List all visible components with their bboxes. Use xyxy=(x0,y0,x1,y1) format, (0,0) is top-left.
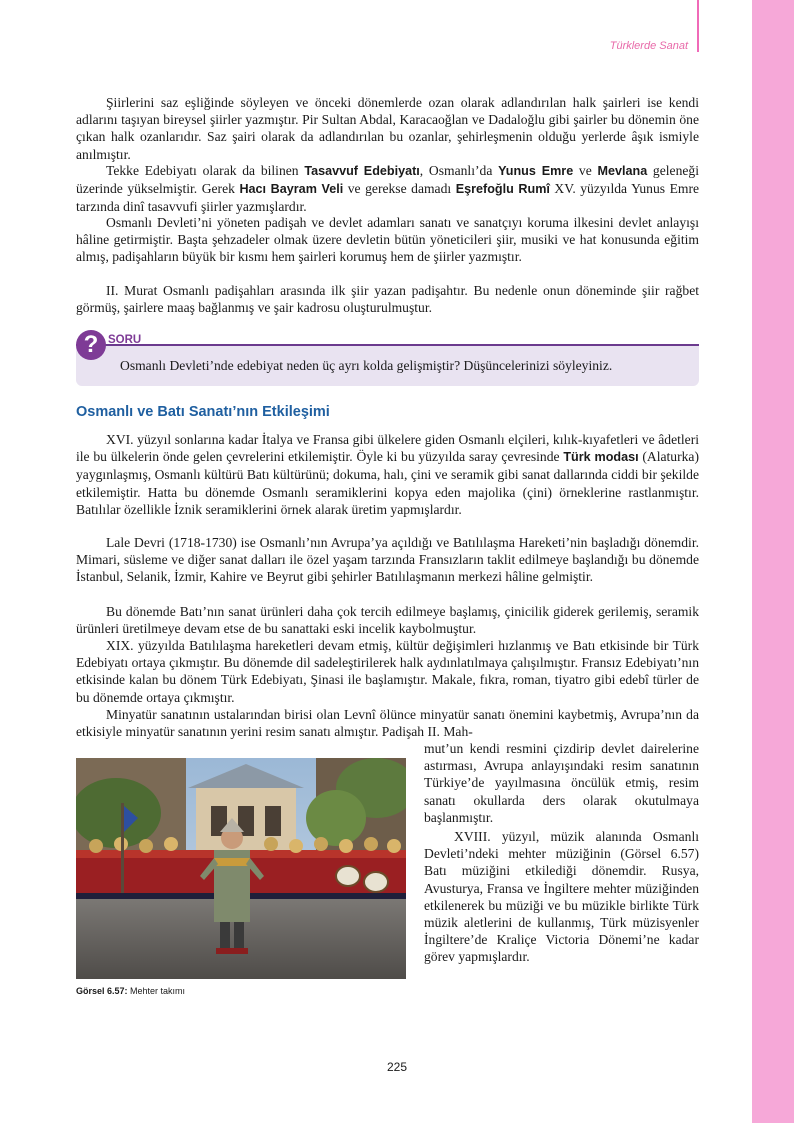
paragraph-tulip-era: Lale Devri (1718-1730) ise Osmanlı’nın Avrupa’ya açıldığı ve Batılılaşma Hareketi’nin başladığı dönemdir. Mimari, süsleme ve diğer sanat dalları ile özel yaşam tarzında Fransızların taklit edilmeye başlandığı bu dönemde İstanbul, Selanik, İzmir, Kahire ve Beyrut gibi şehirler Batılılaşmanın merkezi hâline gelmiştir. xyxy=(76,535,699,585)
paragraph-folk-poets: Şiirlerini saz eşliğinde söyleyen ve önceki dönemlerde ozan olarak adlandırılan halk şairleri ise kendi adlarını taşıyan bireysel şiirler yazmıştır. Pir Sultan Abdal, Karacaoğlan ve Dadaloğlu gibi şairler bu dönemin öne çıkan halk ozanlarıdır. Saz şairi olarak da adlandırılan bu ozanlar, şehirleşmenin olduğu yerlerde âşık ismiyle anılmıştır. xyxy=(76,95,699,162)
page-number: 225 xyxy=(386,1060,408,1074)
question-label: SORU xyxy=(108,334,142,346)
mehter-band-photo xyxy=(76,758,406,979)
paragraph-mahmut-painting: mut’un kendi resmini çizdirip devlet dairelerine astırması, Avrupa anlayışındaki resim sanatının Türkiye’de yayılmasına öncülük etmiş, resim sanatı okullarda ders olarak okutulmaya başlanmıştır. xyxy=(424,741,699,825)
paragraph-ottoman-patronage: Osmanlı Devleti’ni yöneten padişah ve devlet adamları sanatı ve sanatçıyı koruma ilkesini devlet anlayışı hâline getirmiştir. Başta şehzadeler olmak üzere devletin bütün yöneticileri şiir, musiki ve hat konusunda eğitim almış, padişahların büyük bir kısmı hem şairleri korumuş hem de şiirler yazmıştır. xyxy=(76,215,699,265)
paragraph-ceramics-decline: Bu dönemde Batı’nın sanat ürünleri daha çok tercih edilmeye başlamış, çinicilik giderek gerilemiş, seramik ürünleri üretilmeye devam etse de bu sanattaki eski incelik kaybolmuştur. xyxy=(76,604,699,637)
figure-caption: Görsel 6.57: Mehter takımı xyxy=(76,986,186,996)
header-divider xyxy=(697,0,699,52)
question-mark-icon: ? xyxy=(76,330,106,360)
paragraph-murat-ii: II. Murat Osmanlı padişahları arasında ilk şiir yazan padişahtır. Bu nedenle onun döneminde şiir rağbet görmüş, şairlere maaş bağlanmış ve şair kadrosu oluşturulmuştur. xyxy=(76,283,699,316)
question-text: Osmanlı Devleti’nde edebiyat neden üç ayrı kolda gelişmiştir? Düşüncelerinizi söyleyiniz. xyxy=(120,358,613,373)
paragraph-miniature-art: Minyatür sanatının ustalarından birisi olan Levnî ölünce minyatür sanatı önemini kaybetmiş, Avrupa’nın da etkisiyle minyatür sanatının yerini resim sanatı almıştır. Padişah II. Mah- xyxy=(76,707,699,740)
section-heading: Osmanlı ve Batı Sanatı’nın Etkileşimi xyxy=(76,404,330,420)
paragraph-tekke-literature: Tekke Edebiyatı olarak da bilinen Tasavvuf Edebiyatı, Osmanlı’da Yunus Emre ve Mevlana geleneği üzerinde yükselmiştir. Gerek Hacı Bayram Veli ve gerekse damadı Eşrefoğlu Rumî XV. yüzyılda Yunus Emre tarzında dinî tasavvufi şiirler yazmışlardır. xyxy=(76,163,700,215)
question-box-rule xyxy=(76,344,699,346)
paragraph-westernization: XIX. yüzyılda Batılılaşma hareketleri devam etmiş, kültür değişimleri hızlanmış ve Batı etkisinde bir Türk Edebiyatı ortaya çıkmıştır. Bu dönemde dil sadeleştirilerek halk aydınlatılmaya çalışılmıştır. Fransız Edebiyatı’nın etkisinde kalan bu dönem Türk Edebiyatı, Şinasi ile başlamıştır. Makale, fıkra, roman, tiyatro gibi edebî türler de bu dönemde ortaya çıkmıştır. xyxy=(76,638,699,705)
side-color-band xyxy=(752,0,794,1123)
paragraph-mehter-music: XVIII. yüzyıl, müzik alanında Osmanlı Devleti’ndeki mehter müziğinin (Görsel 6.57) Batı müziğini etkilediği dönemdir. Rusya, Avusturya, Fransa ve İngiltere mehter müziğinden etkilenerek bu müziği ve bu müzikle birlikte Türk müzik aletlerini de kullanmış, Türk müzisyenler İngiltere’de Kraliçe Victoria Dönemi’ne kadar görev yapmışlardır. xyxy=(424,829,699,965)
paragraph-turkish-fashion: XVI. yüzyıl sonlarına kadar İtalya ve Fransa gibi ülkelere giden Osmanlı elçileri, kılık-kıyafetleri ve âdetleri ile bu ülkelerin önde gelen çevrelerini etkilemiştir. Öyle ki bu yüzyılda saray çevresinde Türk modası (Alaturka) yaygınlaşmış, Osmanlı kültürü Batı kültürünü; dokuma, halı, çini ve seramik gibi sanat dallarında ciddi bir şekilde etkilemiştir. Hatta bu dönemde Osmanlı seramiklerini kopya eden majolika (çini) örneklerine rastlanmıştır. Batılılar özellikle İznik seramiklerini örnek alarak üretim yapmışlardır. xyxy=(76,432,699,517)
running-header: Türklerde Sanat xyxy=(609,40,688,52)
